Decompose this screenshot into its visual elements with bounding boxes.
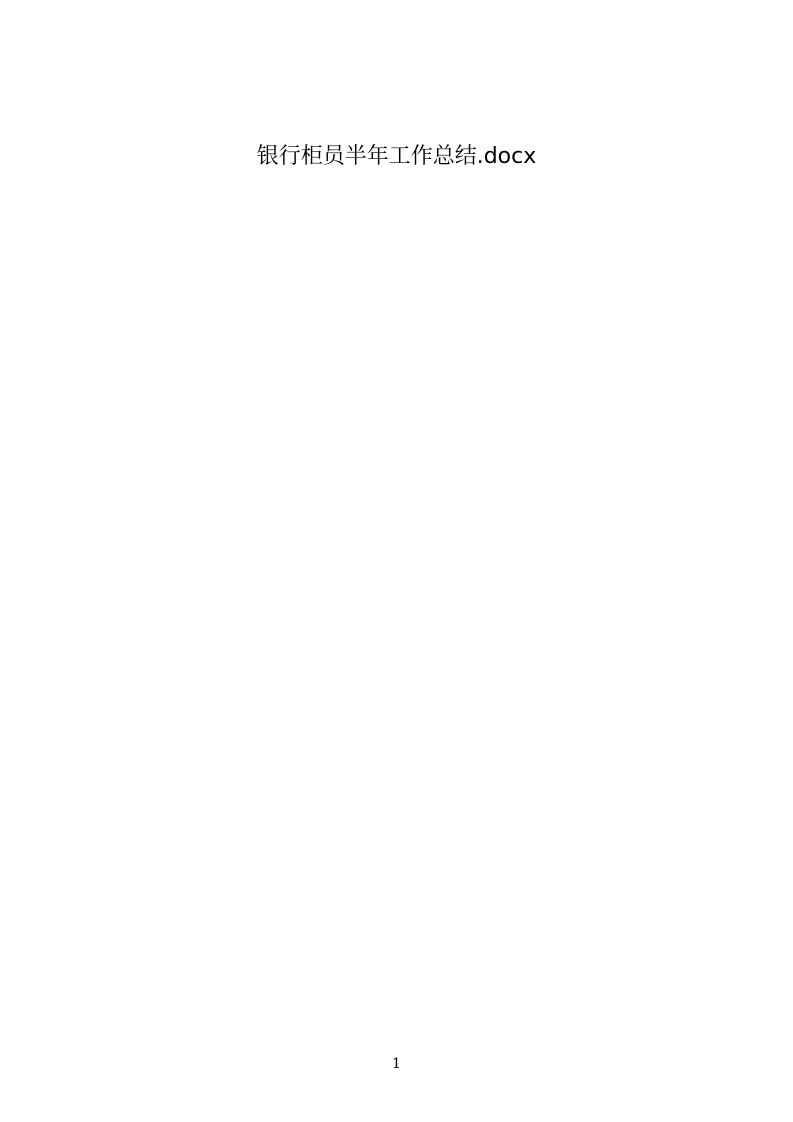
page-number: 1 — [392, 1056, 401, 1072]
document-title: 银行柜员半年工作总结.docx — [256, 144, 537, 169]
